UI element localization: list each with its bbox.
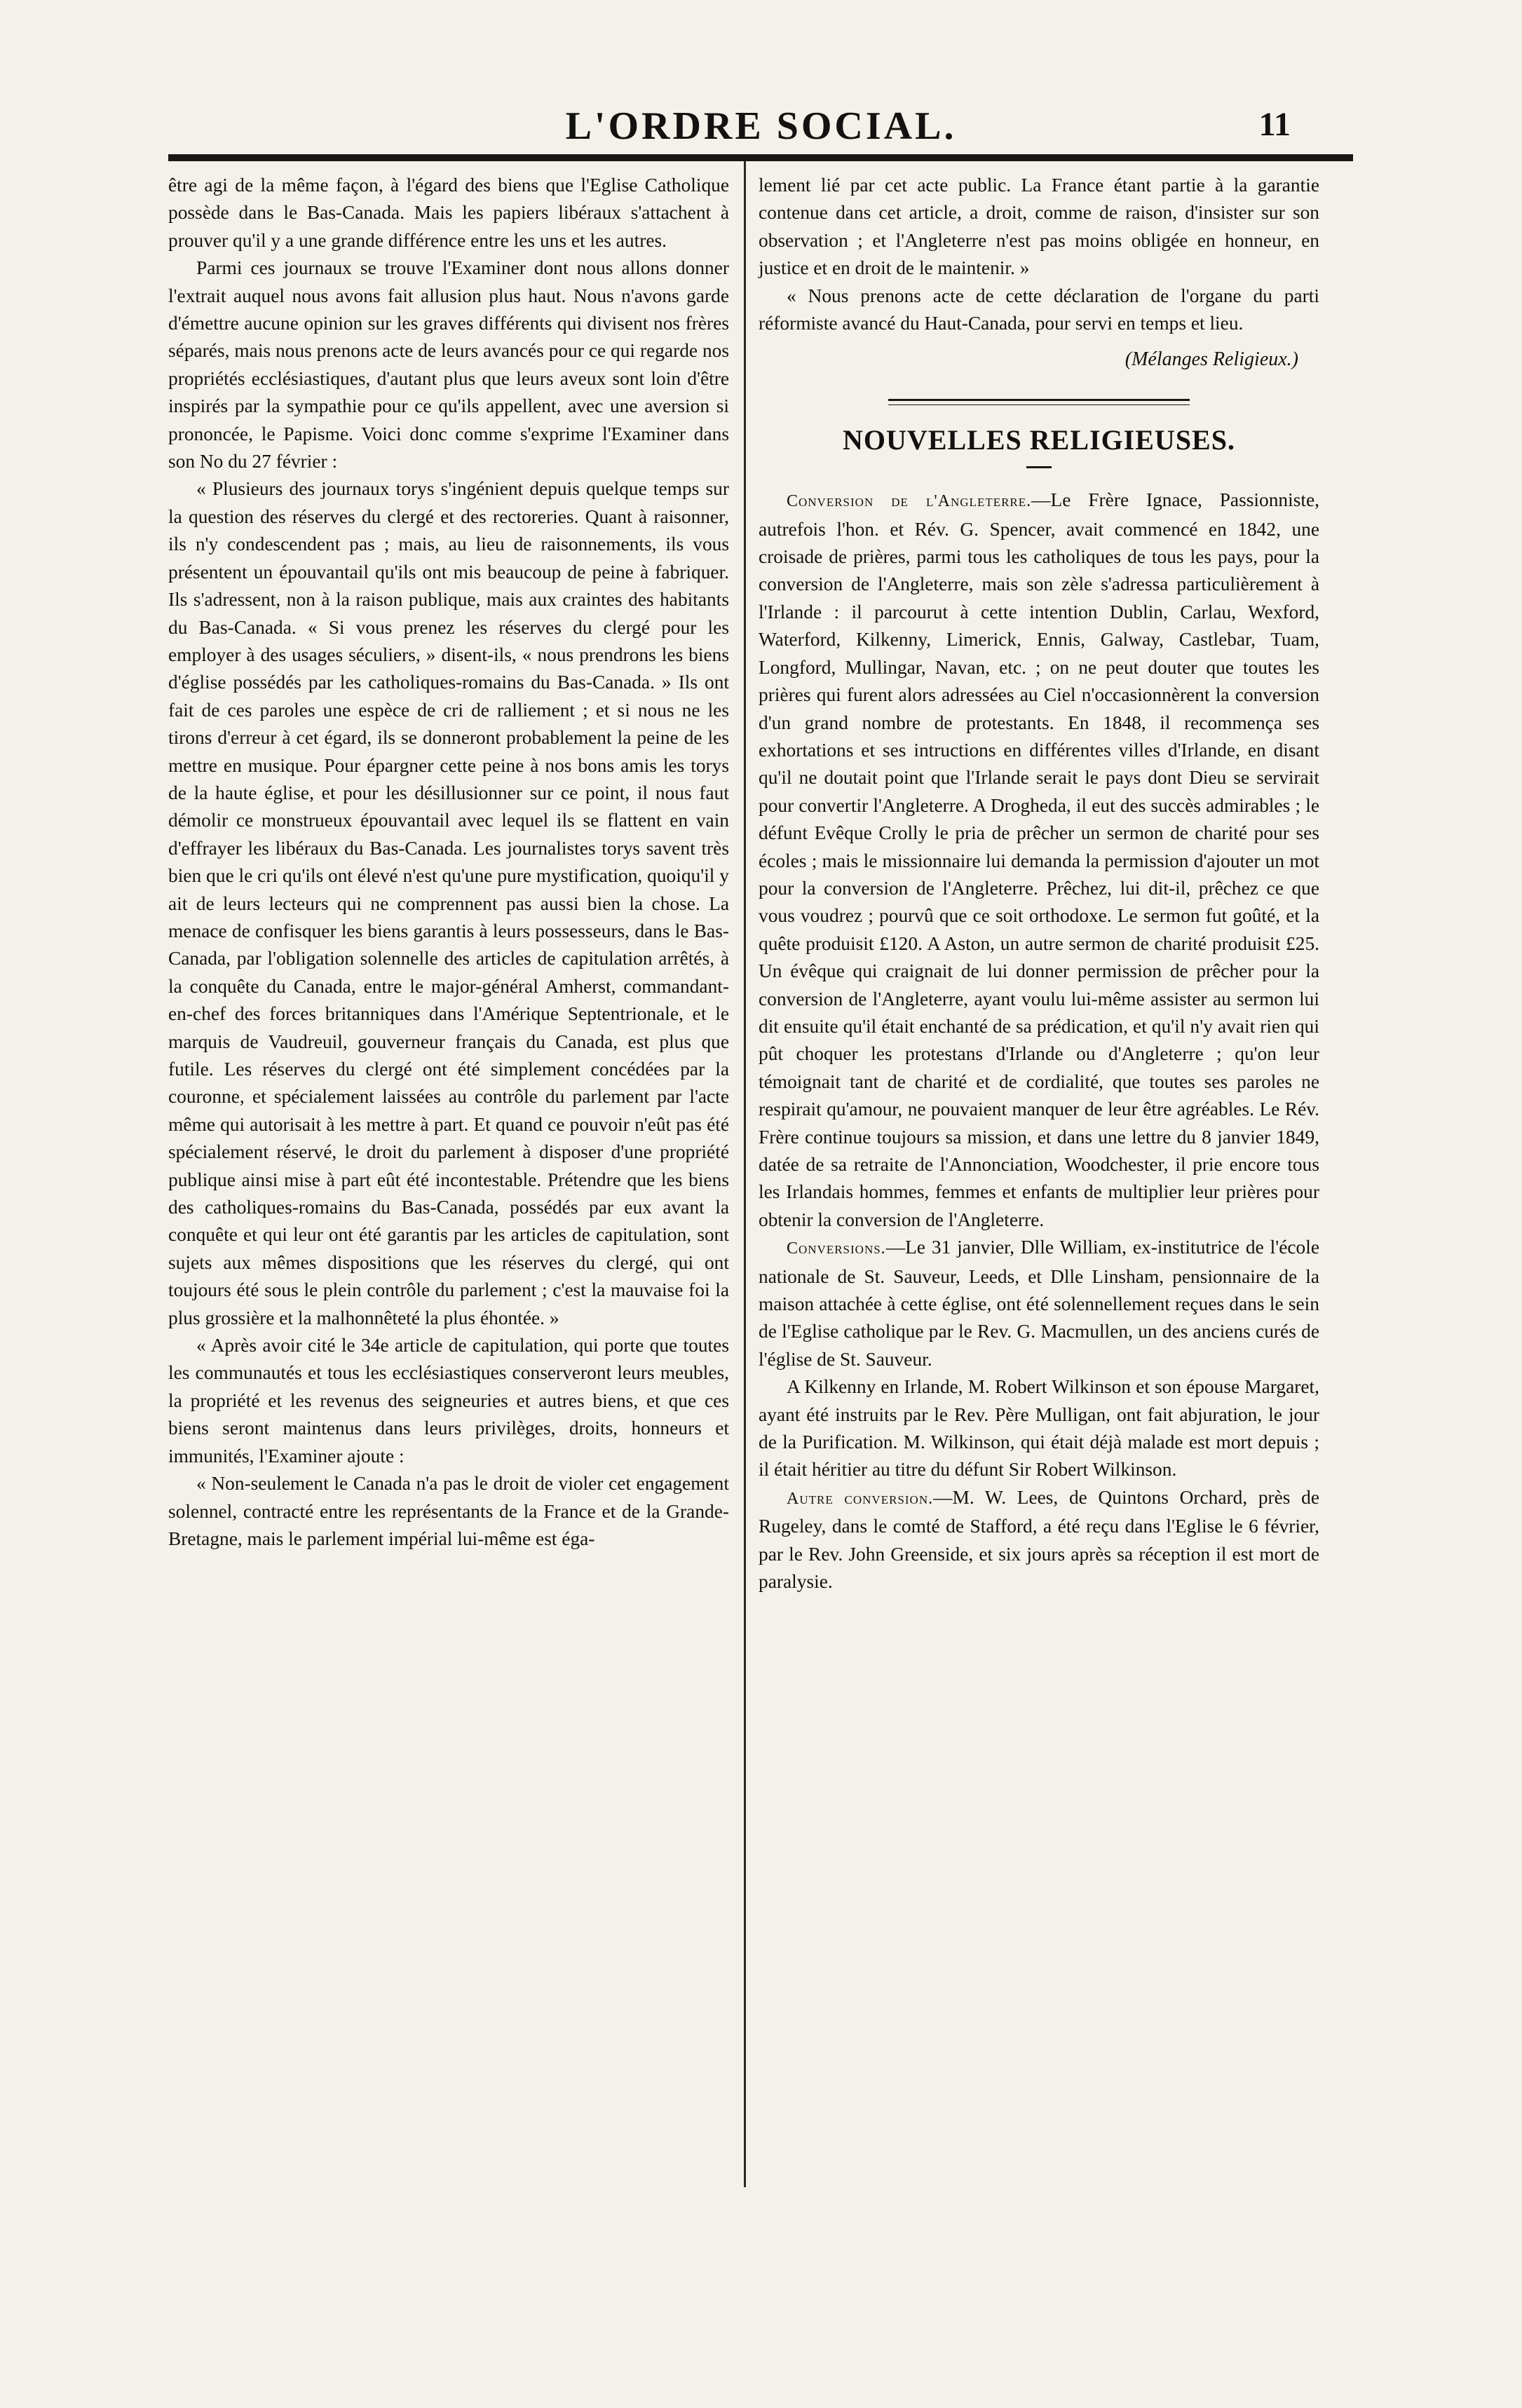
page-number: 11 xyxy=(1258,106,1291,143)
section-title: NOUVELLES RELIGIEUSES. xyxy=(843,423,1235,456)
news-lead: Conversion de l'Angleterre. xyxy=(787,492,1032,511)
news-item xyxy=(759,1234,1319,1373)
news-lead: Conversions. xyxy=(787,1239,886,1258)
column-divider xyxy=(744,161,746,2187)
paragraph: être agi de la même façon, à l'égard des biens que l'Eglise Catholique possède dans le Bas-Canada. Mais les papiers libéraux s'attachent à prouver qu'il y a une grande différence entre les uns et les autres. xyxy=(168,175,729,251)
paragraph: « Non-seulement le Canada n'a pas le droit de violer cet engagement solennel, contracté entre les représentants de la France et de la Grande-Bretagne, mais le parlement impérial lui-même est éga- xyxy=(168,1473,729,1549)
paragraph: lement lié par cet acte public. La France étant partie à la garantie contenue dans cet article, a droit, comme de raison, d'insister sur son observation ; et l'Angleterre n'est pas moins obligée en honneur, en justice et en droit de le maintenir. » xyxy=(759,175,1319,279)
paragraph: « Plusieurs des journaux torys s'ingénient depuis quelque temps sur la question des réserves du clergé et des rectoreries. Quant à raisonner, ils n'y condescendent pas ; mais, au lieu de raisonnements, ils vous présentent un épouvantail qu'ils ont mis beaucoup de peine à fabriquer. Ils s'adressent, non à la raison publique, mais aux craintes des habitants du Bas-Canada. « Si vous prenez les réserves du clergé pour les employer à des usages séculiers, » disent-ils, « nous prendrons les biens d'église possédés par les catholiques-romains du Bas-Canada. » Ils ont fait de ces paroles une espèce de cri de ralliement ; et si nous ne les tirons d'erreur à cet égard, ils se donneront probablement la peine de les mettre en musique. Pour épargner cette peine à nos bons amis les torys de la haute église, et pour les désillusionner sur ce point, il nous faut démolir ce monstrueux épouvantail avec lequel ils se flattent en vain d'effrayer les libéraux du Bas-Canada. Les journalistes torys savent très bien que le cri qu'ils ont élevé n'est qu'une pure mystification, quoiqu'il y ait de leurs lecteurs qui ne comprennent pas aussi bien la chose. La menace de confisquer les biens garantis à leurs possesseurs, dans le Bas-Canada, par l'obligation solennelle des articles de capitulation arrêtés, à la conquête du Canada, entre le major-général Amherst, commandant-en-chef des forces britanniques dans l'Amérique Septentrionale, et le marquis de Vaudreuil, gouverneur français du Canada, est plus que futile. Les réserves du clergé ont été simplement concédées par la couronne, et spécialement laissées au contrôle du parlement par l'acte même qui autorisait à les mettre à part. Et quand ce pouvoir n'eût pas été spécialement réservé, le droit du parlement à disposer d'une propriété publique ainsi mise à part eût été incontestable. Prétendre que les biens des catholiques-romains du Bas-Canada, possédés par eux avant la conquête et qui leur ont été garantis par les articles de capitulation, sont sujets aux mêmes dispositions que les réserves du clergé, qui ont toujours été sous le plein contrôle du parlement ; c'est la mauvaise foi la plus grossière et la malhonnêteté la plus éhontée. » xyxy=(168,478,729,1328)
news-text: —M. W. Lees, de Quintons Orchard, près de Rugeley, dans le comté de Stafford, a été reçu dans l'Eglise le 6 février, par le Rev. John Greenside, et six jours après sa réception il est mort de paralysie. xyxy=(759,1486,1319,1593)
left-column xyxy=(168,172,729,1553)
news-item xyxy=(759,487,1319,1234)
section-rule xyxy=(888,399,1190,405)
paragraph: « Nous prenons acte de cette déclaration de l'organe du parti réformiste avancé du Haut-Canada, pour servi en temps et lieu. xyxy=(759,285,1319,334)
news-item xyxy=(759,1484,1319,1596)
paragraph: « Après avoir cité le 34e article de capitulation, qui porte que toutes les communautés et tous les ecclésiastiques conserveront leurs meubles, la propriété et les revenus des seigneuries et autres biens, et que ces biens seront maintenus dans leurs privilèges, droits, honneurs et immunités, l'Examiner ajoute : xyxy=(168,1335,729,1467)
news-item: A Kilkenny en Irlande, M. Robert Wilkinson et son épouse Margaret, ayant été instruits par le Rev. Père Mulligan, ont fait abjuration, le jour de la Purification. M. Wilkinson, qui était déjà malade est mort depuis ; il était héritier au titre du défunt Sir Robert Wilkinson. xyxy=(759,1376,1319,1481)
section-dash xyxy=(1026,466,1052,468)
paragraph: Parmi ces journaux se trouve l'Examiner dont nous allons donner l'extrait auquel nous avons fait allusion plus haut. Nous n'avons garde d'émettre aucune opinion sur les graves différents qui divisent nos frères séparés, mais nous prenons acte de leurs avancés pour ce qui regarde nos propriétés ecclésiastiques, d'autant plus que leurs aveux sont loin d'être inspirés par la sympathie pour ce qu'ils appellent, avec une aversion si prononcée, le Papisme. Voici donc comme s'exprime l'Examiner dans son No du 27 février : xyxy=(168,257,729,472)
right-column xyxy=(759,172,1319,1596)
source-signature: (Mélanges Religieux.) xyxy=(1124,348,1298,371)
news-text: —Le Frère Ignace, Passionniste, autrefois l'hon. et Rév. G. Spencer, avait commencé en 1842, une croisade de prières, parmi tous les catholiques de tous les pays, pour la conversion de l'Angleterre, mais son zèle s'adressa particulièrement à l'Irlande : il parcourut à cette intention Dublin, Carlau, Wexford, Waterford, Kilkenny, Limerick, Ennis, Galway, Castlebar, Tuam, Longford, Mullingar, Navan, etc. ; on ne peut douter que toutes les prières qui furent alors adressées au Ciel n'occasionnèrent la conversion d'un grand nombre de protestants. En 1848, il recommença ses exhortations et ses intructions en différentes villes d'Irlande, en disant qu'il ne doutait point que l'Irlande serait le pays dont Dieu se servirait pour convertir l'Angleterre. A Drogheda, il eut des succès admirables ; le défunt Evêque Crolly le pria de prêcher un sermon de charité pour ses écoles ; mais le missionnaire lui demanda la permission d'ajouter un mot pour la conversion de l'Angleterre. Prêchez, lui dit-il, prêchez ce que vous voudrez ; pourvû que ce soit orthodoxe. Le sermon fut goûté, et la quête produisit £120. A Aston, un autre sermon de charité produisit £25. Un évêque qui craignait de lui donner permission de prêcher pour la conversion de l'Angleterre, ayant voulu lui-même assister au sermon lui dit ensuite qu'il était enchanté de sa prédication, et qu'il n'y avait rien qui pût choquer les protestans d'Irlande ou d'Angleterre ; qu'on leur témoignait tant de charité et de cordialité, que toutes ses paroles ne respirait qu'amour, ne pouvaient manquer de leur être agréables. Le Rév. Frère continue toujours sa mission, et dans une lettre du 8 janvier 1849, datée de sa retraite de l'Annonciation, Woodchester, il prie encore tous les Irlandais hommes, femmes et enfants de multiplier leur prières pour obtenir la conversion de l'Angleterre. xyxy=(759,489,1319,1230)
masthead-rule xyxy=(168,154,1353,161)
masthead-title: L'ORDRE SOCIAL. xyxy=(565,104,957,148)
news-text: —Le 31 janvier, Dlle William, ex-institutrice de l'école nationale de St. Sauveur, Leeds, et Dlle Linsham, pensionnaire de la maison attachée à cette église, ont été solennellement reçues dans le sein de l'Eglise catholique par le Rev. G. Macmullen, un des anciens curés de l'église de St. Sauveur. xyxy=(759,1237,1319,1370)
news-lead: Autre conversion. xyxy=(787,1489,934,1508)
